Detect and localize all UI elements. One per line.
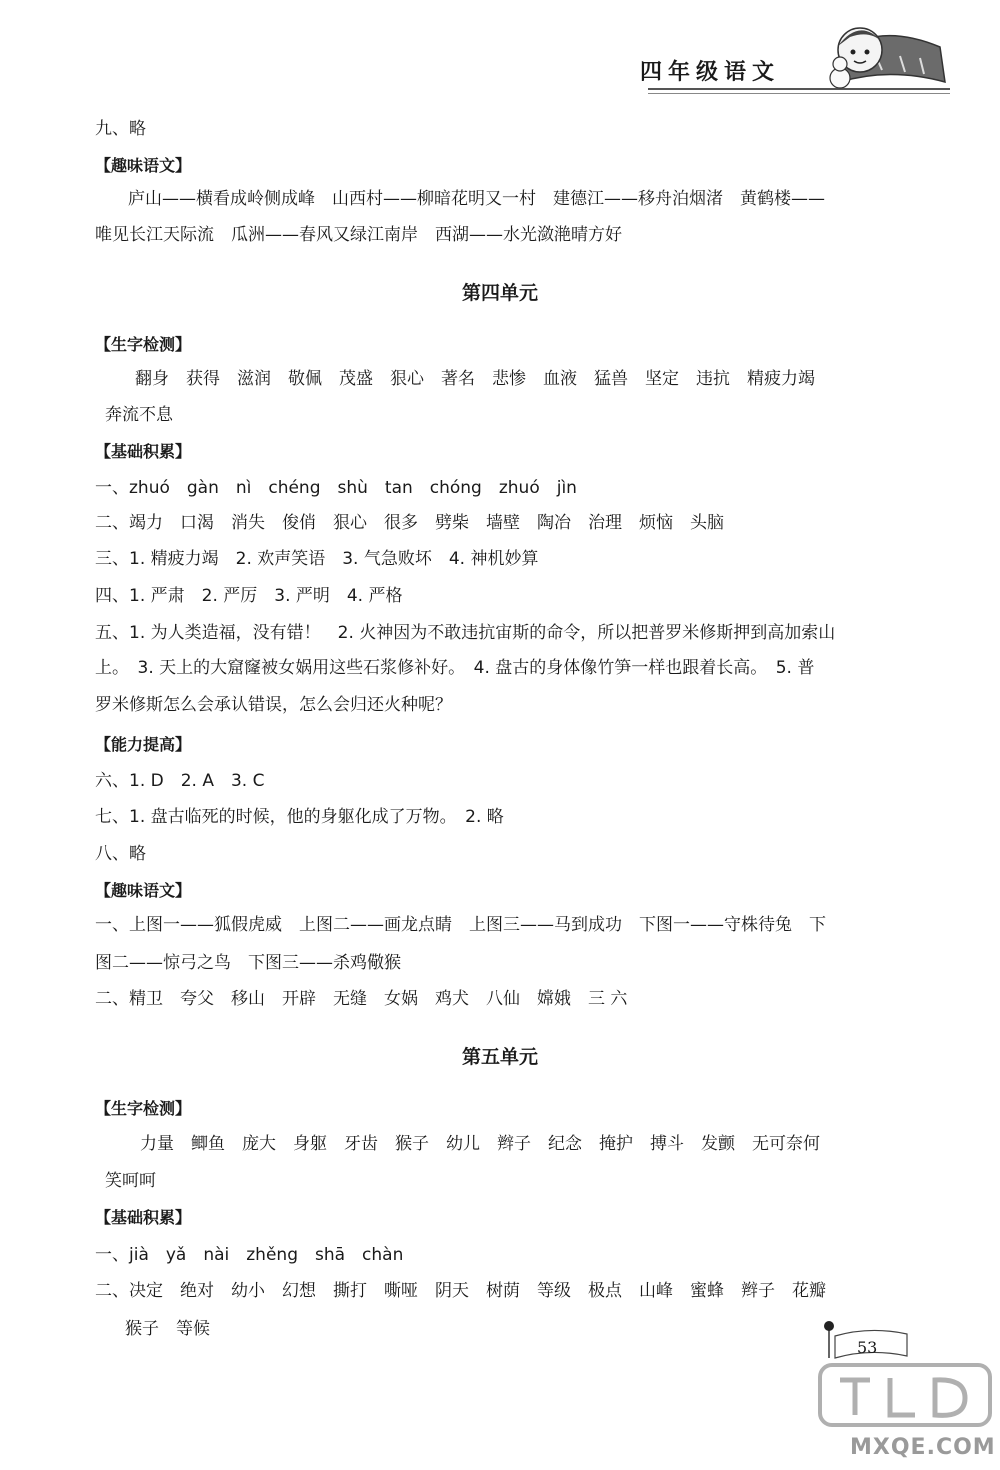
fun-answer-line: 唯见长江天际流 瓜洲——春风又绿江南岸 西湖——水光潋滟晴方好 bbox=[95, 225, 622, 245]
answer-q1: 一、zhuó gàn nì chéng shù tan chóng zhuó jìn bbox=[95, 478, 577, 498]
answer-q3: 三、1. 精疲力竭 2. 欢声笑语 3. 气急败坏 4. 神机妙算 bbox=[95, 549, 539, 569]
unit-title: 第五单元 bbox=[461, 1046, 538, 1068]
section-heading-ability: 【能力提高】 bbox=[95, 735, 192, 754]
section-heading-fun: 【趣味语文】 bbox=[95, 156, 192, 175]
answer-q8: 八、略 bbox=[95, 844, 146, 864]
answer-q1: 一、jià yǎ nài zhěng shā chàn bbox=[95, 1245, 404, 1265]
characters-line: 奔流不息 bbox=[105, 405, 173, 425]
answer-q6: 六、1. D 2. A 3. C bbox=[95, 771, 265, 791]
characters-line: 力量 鲫鱼 庞大 身躯 牙齿 猴子 幼儿 辫子 纪念 掩护 搏斗 发颤 无可奈何 bbox=[140, 1134, 820, 1154]
characters-line: 笑呵呵 bbox=[105, 1171, 156, 1191]
section-heading-characters: 【生字检测】 bbox=[95, 335, 192, 354]
answer-q4: 四、1. 严肃 2. 严厉 3. 严明 4. 严格 bbox=[95, 586, 403, 606]
fun-answer-line: 一、上图一——狐假虎威 上图二——画龙点睛 上图三——马到成功 下图一——守株待兔 下 bbox=[95, 915, 826, 935]
answer-q2: 二、竭力 口渴 消失 俊俏 狠心 很多 劈柴 墙壁 陶冶 治理 烦恼 头脑 bbox=[95, 513, 724, 533]
fun-answer-line: 图二——惊弓之鸟 下图三——杀鸡儆猴 bbox=[95, 953, 401, 973]
section-heading-basics: 【基础积累】 bbox=[95, 442, 192, 461]
item-9: 九、略 bbox=[95, 119, 146, 139]
book-title: 四年级语文 bbox=[640, 59, 781, 85]
unit-title: 第四单元 bbox=[461, 282, 538, 304]
fun-answer-line: 庐山——横看成岭侧成峰 山西村——柳暗花明又一村 建德江——移舟泊烟渚 黄鹤楼—— bbox=[128, 189, 825, 209]
fun-answer-line: 二、精卫 夸父 移山 开辟 无缝 女娲 鸡犬 八仙 嫦娥 三 六 bbox=[95, 989, 628, 1009]
section-heading-characters: 【生字检测】 bbox=[95, 1099, 192, 1118]
answer-q2-cont: 猴子 等候 bbox=[125, 1319, 210, 1339]
answer-q7: 七、1. 盘古临死的时候，他的身躯化成了万物。 2. 略 bbox=[95, 807, 504, 827]
page-number: 53 bbox=[857, 1338, 878, 1357]
mascot-illustration bbox=[820, 12, 950, 92]
section-heading-fun: 【趣味语文】 bbox=[95, 881, 192, 900]
answer-q5-cont: 罗米修斯怎么会承认错误，怎么会归还火种呢？ bbox=[95, 695, 452, 715]
answer-q5: 五、1. 为人类造福，没有错！ 2. 火神因为不敢违抗宙斯的命令，所以把普罗米修斯押到高加索山 bbox=[95, 623, 836, 643]
answer-q2: 二、决定 绝对 幼小 幻想 撕打 嘶哑 阴天 树荫 等级 极点 山峰 蜜蜂 辫子 花瓣 bbox=[95, 1281, 826, 1301]
header-rule-thin bbox=[648, 93, 950, 94]
characters-line: 翻身 获得 滋润 敬佩 茂盛 狠心 著名 悲惨 血液 猛兽 坚定 违抗 精疲力竭 bbox=[135, 369, 815, 389]
answer-q5-cont: 上。 3. 天上的大窟窿被女娲用这些石浆修补好。 4. 盘古的身体像竹笋一样也跟着长高。 5. 普 bbox=[95, 658, 815, 678]
section-heading-basics: 【基础积累】 bbox=[95, 1208, 192, 1227]
watermark-url: MXQE.COM bbox=[850, 1435, 996, 1460]
